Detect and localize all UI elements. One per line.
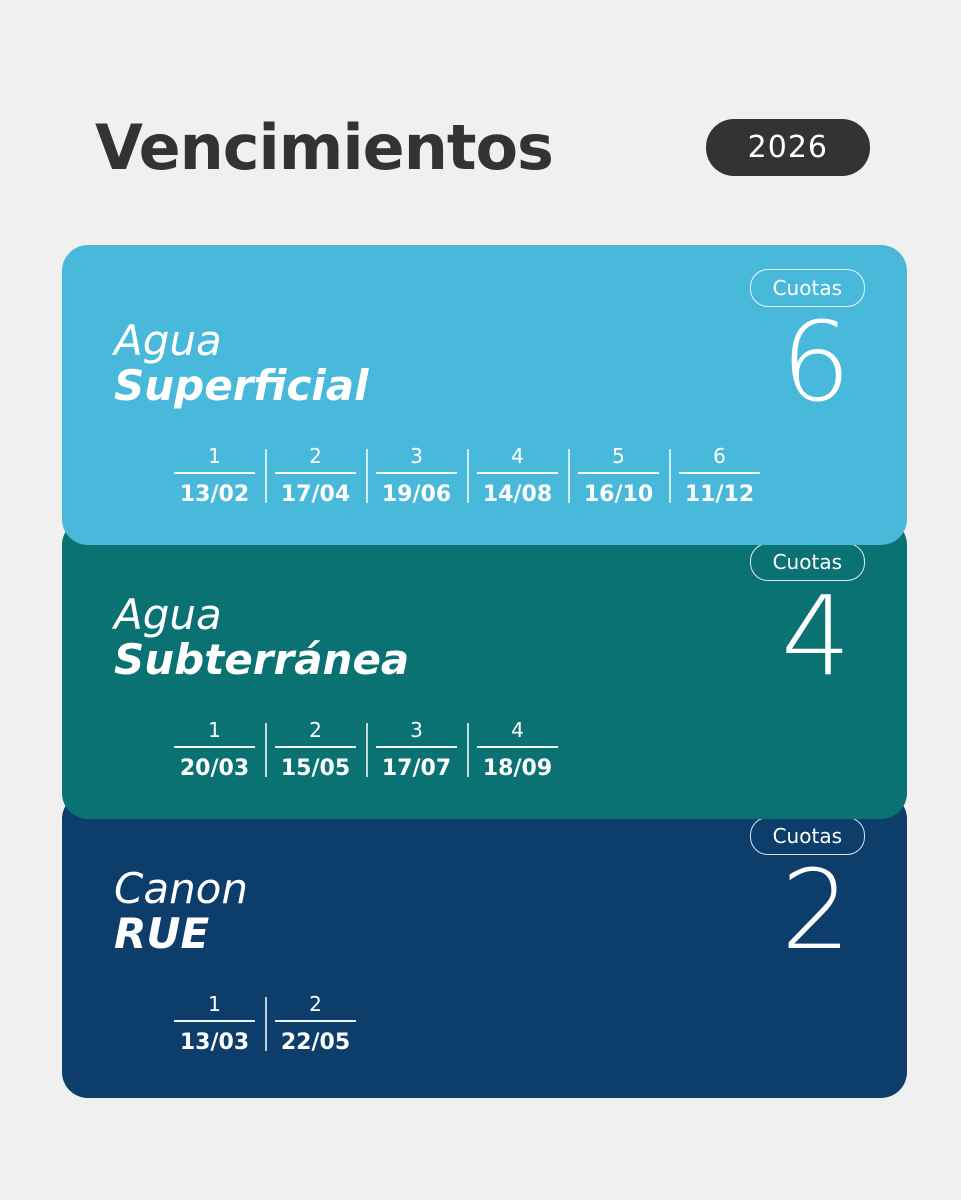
installment-item <box>669 443 770 509</box>
installment-number: 1 <box>208 444 221 469</box>
installment-rule <box>477 746 558 748</box>
installment-date: 13/03 <box>179 1029 250 1055</box>
installment-rule <box>376 472 457 474</box>
card-agua-subterranea <box>62 519 907 819</box>
installment-rule <box>376 746 457 748</box>
installment-date: 17/07 <box>381 755 452 781</box>
installment-date: 16/10 <box>583 481 654 507</box>
card-title <box>114 316 865 411</box>
card-title <box>114 590 865 685</box>
cuotas-count: 6 <box>781 298 851 426</box>
cuotas-badge: Cuotas <box>750 543 865 581</box>
cuotas-count: 4 <box>781 572 851 700</box>
installment-number: 2 <box>309 444 322 469</box>
card-title-line1: Agua <box>114 590 222 639</box>
installment-item <box>265 991 366 1057</box>
installment-number: 3 <box>410 718 423 743</box>
installment-rule <box>679 472 760 474</box>
installments-list <box>164 717 865 783</box>
cuotas-badge: Cuotas <box>750 817 865 855</box>
installment-item <box>265 717 366 783</box>
installment-item <box>467 443 568 509</box>
installment-number: 6 <box>713 444 726 469</box>
cards-container <box>62 245 907 1098</box>
installment-rule <box>275 472 356 474</box>
card-agua-superficial <box>62 245 907 545</box>
installment-date: 14/08 <box>482 481 553 507</box>
installments-list <box>164 991 865 1057</box>
cuotas-count: 2 <box>781 846 851 974</box>
installment-item <box>366 443 467 509</box>
page-title: Vencimientos <box>95 110 553 184</box>
installment-item <box>164 443 265 509</box>
installment-number: 1 <box>208 992 221 1017</box>
installment-number: 4 <box>511 718 524 743</box>
installment-rule <box>275 746 356 748</box>
installment-date: 18/09 <box>482 755 553 781</box>
installment-rule <box>174 472 255 474</box>
card-title-line1: Agua <box>114 316 222 365</box>
installment-rule <box>174 1020 255 1022</box>
installment-date: 20/03 <box>179 755 250 781</box>
card-title-line2: RUE <box>114 909 210 959</box>
installment-item <box>164 717 265 783</box>
year-badge: 2026 <box>706 119 870 176</box>
installment-item <box>366 717 467 783</box>
installment-number: 3 <box>410 444 423 469</box>
card-title <box>114 864 865 959</box>
installment-number: 5 <box>612 444 625 469</box>
installment-number: 2 <box>309 992 322 1017</box>
installment-rule <box>477 472 558 474</box>
installment-item <box>265 443 366 509</box>
installment-rule <box>578 472 659 474</box>
installment-number: 1 <box>208 718 221 743</box>
installment-item <box>568 443 669 509</box>
installment-rule <box>174 746 255 748</box>
installments-list <box>164 443 865 509</box>
installment-number: 2 <box>309 718 322 743</box>
installment-rule <box>275 1020 356 1022</box>
installment-date: 11/12 <box>684 481 755 507</box>
installment-date: 13/02 <box>179 481 250 507</box>
installment-item <box>164 991 265 1057</box>
page-header <box>95 100 870 195</box>
installment-number: 4 <box>511 444 524 469</box>
cuotas-badge: Cuotas <box>750 269 865 307</box>
card-title-line2: Subterránea <box>114 635 410 685</box>
installment-item <box>467 717 568 783</box>
card-canon-rue <box>62 793 907 1098</box>
installment-date: 17/04 <box>280 481 351 507</box>
installment-date: 15/05 <box>280 755 351 781</box>
installment-date: 19/06 <box>381 481 452 507</box>
installment-date: 22/05 <box>280 1029 351 1055</box>
card-title-line1: Canon <box>114 864 248 913</box>
card-title-line2: Superficial <box>114 361 369 411</box>
